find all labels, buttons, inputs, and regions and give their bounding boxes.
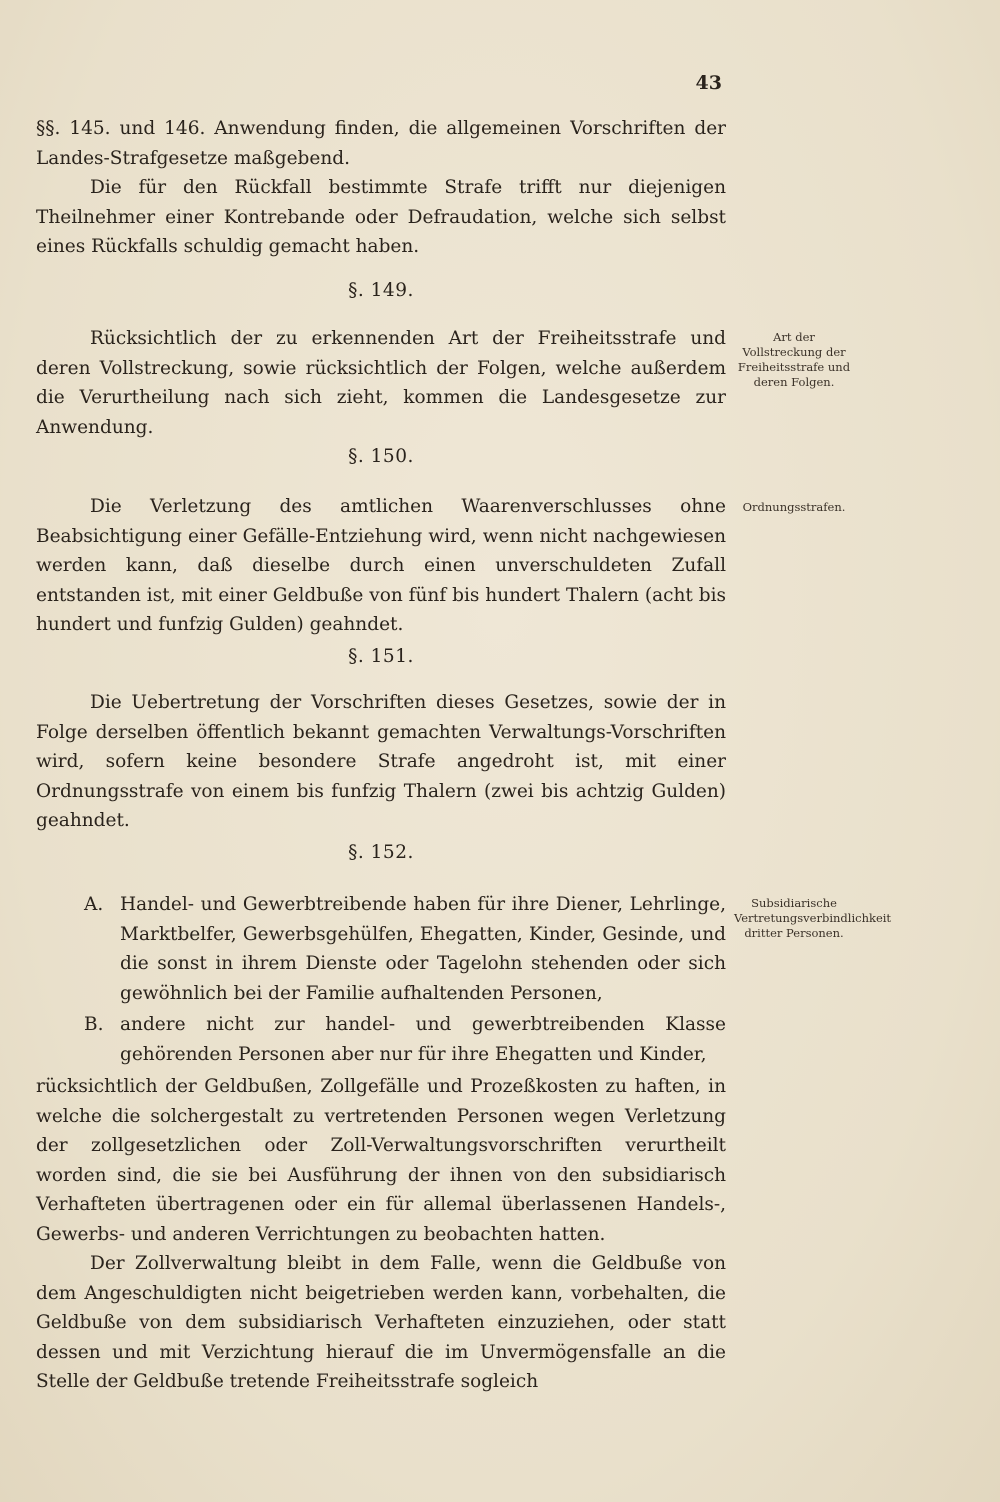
margin-note-152: Subsidiarische Vertretungsverbindlichkeit dritter Personen. — [734, 896, 892, 940]
margin-note-150: Ordnungsstrafen. — [742, 500, 846, 514]
section-152-body — [36, 1072, 726, 1397]
page-number: 43 — [695, 72, 722, 94]
list-label-b: B. — [84, 1014, 104, 1035]
section-heading-151: §. 151. — [348, 646, 414, 667]
margin-note-149: Art der Vollstreckung der Freiheitsstrafe und deren Folgen. — [737, 330, 851, 389]
intro-paragraph — [36, 114, 726, 262]
section-heading-152: §. 152. — [348, 842, 414, 863]
section-149-body — [36, 324, 726, 442]
list-text-a: Handel- und Gewerbtreibende haben für ihre Diener, Lehrlinge, Marktbelfer, Gewerbsgehülfen, Ehegatten, Kinder, Gesinde, und die sonst in ihrem Dienste oder Tagelohn stehenden oder sich gewöhnlich bei der Familie aufhaltenden Personen, — [120, 894, 726, 1004]
intro-text: §§. 145. und 146. Anwendung finden, die allgemeinen Vorschriften der Landes-Strafgesetze maßgebend. — [36, 118, 726, 169]
section-150-body — [36, 492, 726, 640]
section-heading-149: §. 149. — [348, 280, 414, 301]
list-label-a: A. — [84, 894, 104, 915]
section-heading-150: §. 150. — [348, 446, 414, 467]
intro-text-2: Die für den Rückfall bestimmte Strafe trifft nur diejenigen Theilnehmer einer Kontrebande oder Defraudation, welche sich selbst eines Rückfalls schuldig gemacht haben. — [36, 177, 726, 257]
section-151-text: Die Uebertretung der Vorschriften dieses Gesetzes, sowie der in Folge derselben öffentlich bekannt gemachten Verwaltungs-Vorschriften wird, sofern keine besondere Strafe angedroht ist, mit einer Ordnungsstrafe von einem bis funfzig Thalern (zwei bis achtzig Gulden) geahndet. — [36, 692, 726, 831]
section-150-text: Die Verletzung des amtlichen Waarenverschlusses ohne Beabsichtigung einer Gefälle-Entziehung wird, wenn nicht nachgewiesen werden kann, daß dieselbe durch einen unverschuldeten Zufall entstanden ist, mit einer Geldbuße von fünf bis hundert Thalern (acht bis hundert und funfzig Gulden) geahndet. — [36, 496, 726, 635]
list-text-b: andere nicht zur handel- und gewerbtreibenden Klasse gehörenden Personen aber nur für ihre Ehegatten und Kinder, — [120, 1014, 726, 1065]
list-item-a — [84, 890, 726, 1008]
section-149-text: Rücksichtlich der zu erkennenden Art der Freiheitsstrafe und deren Vollstreckung, sowie rücksichtlich der Folgen, welche außerdem die Verurtheilung nach sich zieht, kommen die Landesgesetze zur Anwendung. — [36, 328, 726, 438]
section-152-text-2: Der Zollverwaltung bleibt in dem Falle, wenn die Geldbuße von dem Angeschuldigten nicht beigetrieben werden kann, vorbehalten, die Geldbuße von dem subsidiarisch Verhafteten einzuziehen, oder statt dessen und mit Verzichtung hierauf die im Unvermögensfalle an die Stelle der Geldbuße tretende Freiheitsstrafe sogleich — [36, 1253, 726, 1392]
list-item-b — [84, 1010, 726, 1069]
section-151-body — [36, 688, 726, 836]
section-152-text-1: rücksichtlich der Geldbußen, Zollgefälle und Prozeßkosten zu haften, in welche die solchergestalt zu vertretenden Personen wegen Verletzung der zollgesetzlichen oder Zoll-Verwaltungsvorschriften verurtheilt worden sind, die sie bei Ausführung der ihnen von den subsidiarisch Verhafteten übertragenen oder ein für allemal überlassenen Handels-, Gewerbs- und anderen Verrichtungen zu beobachten hatten. — [36, 1076, 726, 1245]
